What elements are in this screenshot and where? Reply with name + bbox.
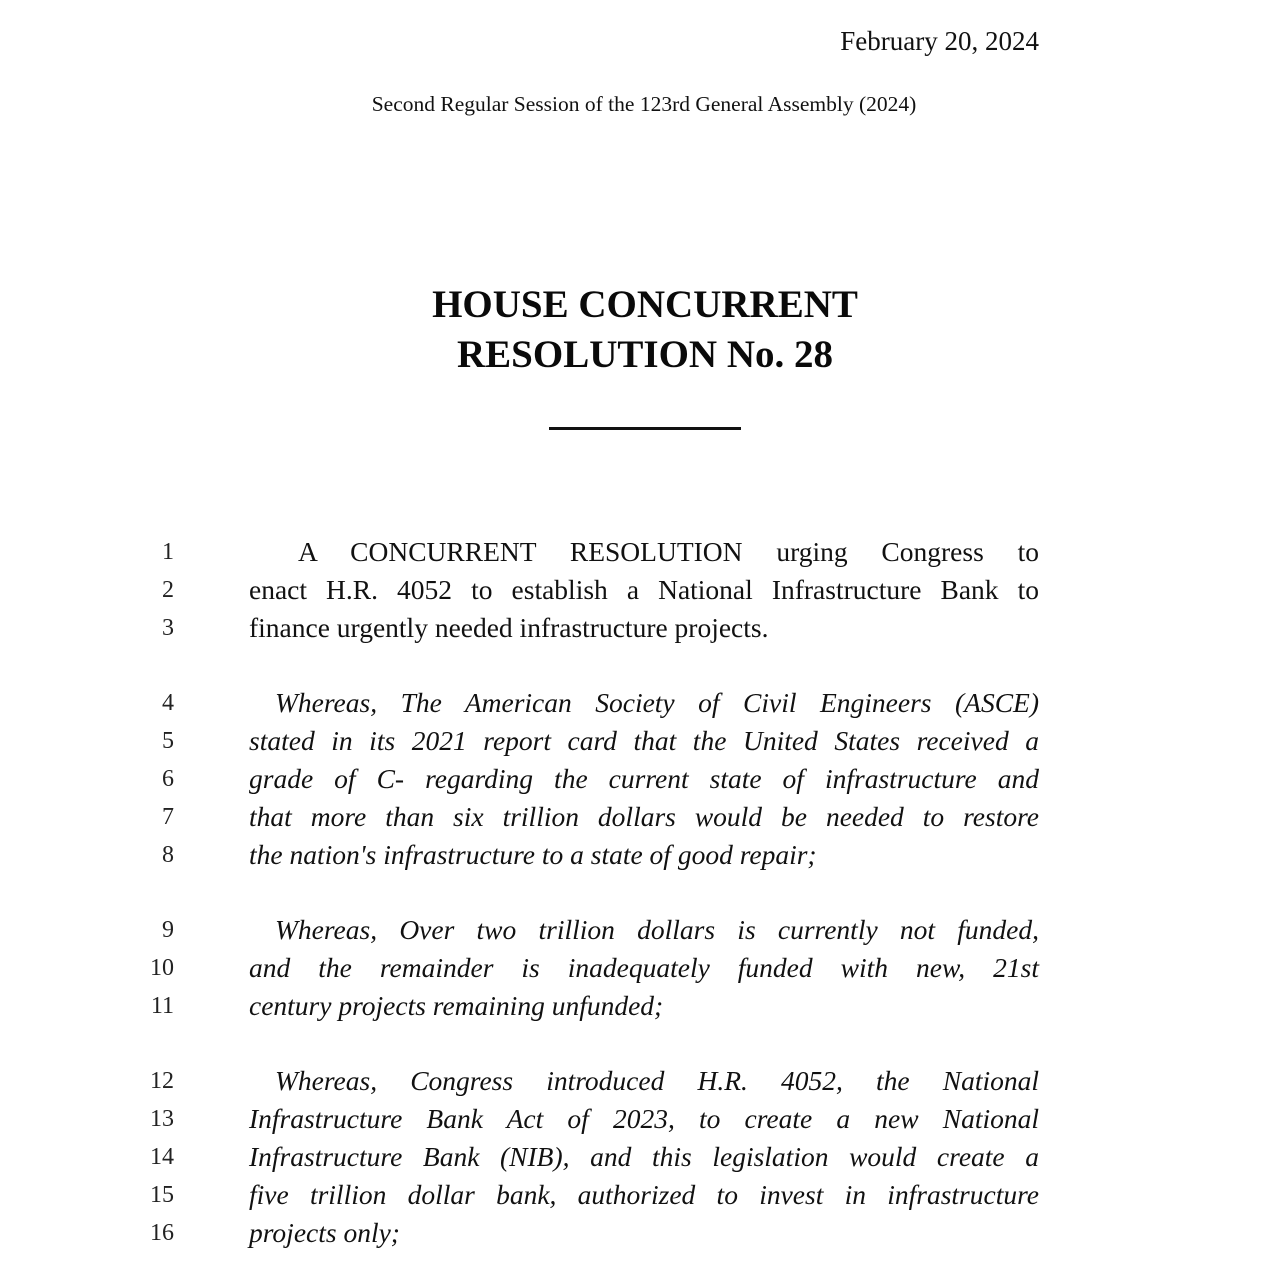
- paragraph-whereas-1: [0, 684, 1282, 874]
- line-number: 13: [150, 1106, 174, 1132]
- line-text: Whereas, The American Society of Civil Engineers (ASCE): [275, 687, 1039, 718]
- line-text: Infrastructure Bank (NIB), and this legislation would create a: [249, 1141, 1039, 1172]
- title-divider: [549, 427, 741, 430]
- line-number: 9: [162, 917, 174, 943]
- document-date: February 20, 2024: [840, 26, 1039, 56]
- line-number: 11: [150, 993, 174, 1019]
- numbered-line: [0, 836, 1282, 874]
- numbered-line: [0, 798, 1282, 836]
- line-number: 15: [150, 1182, 174, 1208]
- numbered-line: [0, 1100, 1282, 1138]
- title-line-2: RESOLUTION No. 28: [457, 333, 833, 376]
- numbered-line: [0, 1176, 1282, 1214]
- line-text: grade of C- regarding the current state of infrastructure and: [249, 763, 1039, 794]
- line-text: the nation's infrastructure to a state of good repair;: [249, 839, 817, 870]
- numbered-line: [0, 722, 1282, 760]
- resolution-title: [0, 280, 1282, 380]
- numbered-line: [0, 1062, 1282, 1100]
- numbered-line: [0, 1138, 1282, 1176]
- line-text: five trillion dollar bank, authorized to invest in infrastructure: [249, 1179, 1039, 1210]
- session-heading: Second Regular Session of the 123rd General Assembly (2024): [371, 92, 917, 116]
- title-line-1: HOUSE CONCURRENT: [432, 283, 858, 326]
- numbered-line: [0, 609, 1282, 647]
- paragraph-whereas-3: [0, 1062, 1282, 1252]
- line-text: stated in its 2021 report card that the United States received a: [249, 725, 1039, 756]
- line-number: 6: [162, 766, 174, 792]
- line-number: 7: [162, 804, 174, 830]
- line-text: projects only;: [249, 1217, 400, 1248]
- paragraph-whereas-2: [0, 911, 1282, 1025]
- line-number: 12: [150, 1068, 174, 1094]
- paragraph-title-clause: [0, 533, 1282, 647]
- line-text: A CONCURRENT RESOLUTION urging Congress to: [298, 536, 1039, 567]
- line-text: Infrastructure Bank Act of 2023, to create a new National: [249, 1103, 1039, 1134]
- line-number: 5: [162, 728, 174, 754]
- numbered-line: [0, 684, 1282, 722]
- line-number: 1: [162, 539, 174, 565]
- line-text: and the remainder is inadequately funded with new, 21st: [249, 952, 1039, 983]
- line-text: enact H.R. 4052 to establish a National Infrastructure Bank to: [249, 574, 1039, 605]
- line-text: Whereas, Over two trillion dollars is currently not funded,: [275, 914, 1039, 945]
- line-text: Whereas, Congress introduced H.R. 4052, the National: [275, 1065, 1039, 1096]
- numbered-line: [0, 1214, 1282, 1252]
- line-number: 10: [150, 955, 174, 981]
- line-number: 8: [162, 842, 174, 868]
- line-number: 2: [162, 577, 174, 603]
- numbered-line: [0, 533, 1282, 571]
- numbered-line: [0, 987, 1282, 1025]
- line-text: finance urgently needed infrastructure projects.: [249, 612, 769, 643]
- line-text: that more than six trillion dollars would be needed to restore: [249, 801, 1039, 832]
- line-number: 3: [162, 615, 174, 641]
- numbered-line: [0, 911, 1282, 949]
- line-number: 4: [162, 690, 174, 716]
- line-number: 14: [150, 1144, 174, 1170]
- line-number: 16: [150, 1220, 174, 1246]
- line-text: century projects remaining unfunded;: [249, 990, 664, 1021]
- numbered-line: [0, 949, 1282, 987]
- numbered-line: [0, 760, 1282, 798]
- numbered-line: [0, 571, 1282, 609]
